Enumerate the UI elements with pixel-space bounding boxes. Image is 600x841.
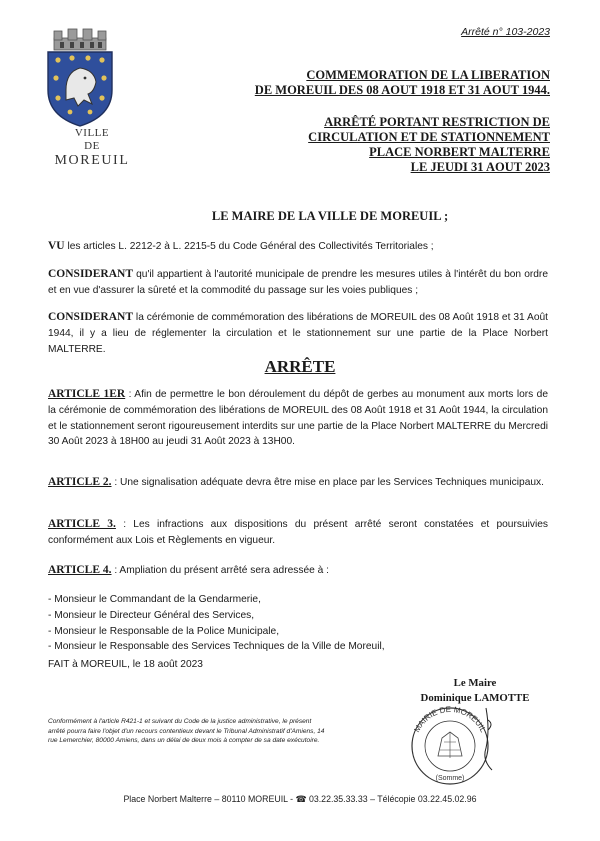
signatory-role: Le Maire xyxy=(453,677,497,689)
signatory-name: Dominique LAMOTTE xyxy=(420,691,530,704)
fait-a-line: FAIT à MOREUIL, le 18 août 2023 xyxy=(48,659,203,670)
maire-heading: LE MAIRE DE LA VILLE DE MOREUIL ; xyxy=(211,209,449,223)
arrete-heading: ARRÊTE xyxy=(264,357,336,376)
considerant-2-text: la cérémonie de commémoration des libérations de MOREUIL des 08 Août 1918 et 31 Août 1944, il y a lieu de réglementer la circulation et le stationnement sur une partie de la Place Norbert MALTERRE. xyxy=(48,312,548,355)
footer-phone: 03.22.35.33.33 – Télécopie 03.22.45.02.96 xyxy=(306,794,477,804)
seal-top-text: MAIRIE DE MOREUIL xyxy=(412,704,488,734)
legal-notice: Conformément à l'article R421-1 et suivant du Code de la justice administrative, le présent arrêté pourra faire l'objet d'un recours contentieux devant le Tribunal Administratif d'Amiens, 14 rue Lemerchier, 80000 Amiens, dans un délai de deux mois à compter de sa date exécutoire. xyxy=(48,718,325,745)
subtitle-line-1: ARRÊTÉ PORTANT RESTRICTION DE xyxy=(324,115,550,129)
considerant-2-paragraph xyxy=(48,310,548,357)
seal-bottom-text: (Somme) xyxy=(435,775,465,782)
svg-text:MAIRIE DE MOREUIL xyxy=(412,705,488,734)
footer-contact xyxy=(0,794,600,805)
considerant-1-label: CONSIDERANT xyxy=(48,268,133,280)
main-title xyxy=(255,68,550,98)
ville-label: VILLE xyxy=(74,127,110,139)
article-4-label: ARTICLE 4. xyxy=(48,564,112,576)
commune-name-block xyxy=(52,127,132,169)
article-1-paragraph xyxy=(48,387,548,450)
subtitle-line-2: CIRCULATION ET DE STATIONNEMENT xyxy=(308,130,550,144)
commune-name: MOREUIL xyxy=(54,153,130,168)
vu-text: les articles L. 2212-2 à L. 2215-5 du Code Général des Collectivités Territoriales ; xyxy=(64,241,434,252)
article-4-text: : Ampliation du présent arrêté sera adressée à : xyxy=(111,565,329,576)
article-3-paragraph xyxy=(48,517,548,549)
subtitle xyxy=(308,115,550,175)
arrete-reference: Arrêté n° 103-2023 xyxy=(461,26,550,38)
mairie-seal-stamp xyxy=(402,700,500,786)
list-item: - Monsieur le Directeur Général des Services, xyxy=(48,609,255,621)
list-item: - Monsieur le Responsable des Services Techniques de la Ville de Moreuil, xyxy=(48,641,385,653)
article-1-text: : Afin de permettre le bon déroulement du dépôt de gerbes au monument aux morts lors de la cérémonie de commémoration des libérations de MOREUIL des 08 Août 1918 et 31 Août 1944, la circulation et le stationnement seront rigoureusement interdits sur une partie de la Place Norbert MALTERRE du Mercredi 30 Août 2023 à 18H00 au jeudi 31 Août 2023 à 13H00. xyxy=(48,389,548,448)
recipients-list xyxy=(48,592,548,655)
list-item: - Monsieur le Responsable de la Police Municipale, xyxy=(48,625,280,637)
vu-paragraph xyxy=(48,239,548,255)
vu-label: VU xyxy=(48,240,65,252)
article-2-label: ARTICLE 2. xyxy=(48,476,112,488)
de-label: DE xyxy=(84,140,100,152)
article-3-label: ARTICLE 3. xyxy=(48,518,116,530)
footer-address: Place Norbert Malterre – 80110 MOREUIL - xyxy=(123,794,296,804)
article-2-text: : Une signalisation adéquate devra être mise en place par les Services Techniques municipaux. xyxy=(111,477,544,488)
phone-icon: ☎ xyxy=(295,794,307,804)
article-4-paragraph xyxy=(48,563,548,579)
main-title-line-1: COMMEMORATION DE LA LIBERATION xyxy=(306,68,550,82)
article-3-text: : Les infractions aux dispositions du présent arrêté seront constatées et poursuivies conformément aux Lois et Règlements en vigueur. xyxy=(48,519,549,546)
considerant-2-label: CONSIDERANT xyxy=(48,311,133,323)
article-1-label: ARTICLE 1ER xyxy=(48,388,126,400)
main-title-line-2: DE MOREUIL DES 08 AOUT 1918 ET 31 AOUT 1944. xyxy=(254,83,550,97)
considerant-1-text: qu'il appartient à l'autorité municipale de prendre les mesures utiles à l'intérêt du bon ordre et en vue d'assurer la sûreté et la commodité du passage sur les voies publiques ; xyxy=(48,269,548,296)
handwritten-signature xyxy=(485,708,492,770)
subtitle-line-4: LE JEUDI 31 AOUT 2023 xyxy=(410,160,550,174)
coat-of-arms-logo xyxy=(38,28,122,128)
list-item: - Monsieur le Commandant de la Gendarmerie, xyxy=(48,594,261,605)
considerant-1-paragraph xyxy=(48,267,548,299)
subtitle-line-3: PLACE NORBERT MALTERRE xyxy=(369,145,550,159)
article-2-paragraph xyxy=(48,475,548,491)
